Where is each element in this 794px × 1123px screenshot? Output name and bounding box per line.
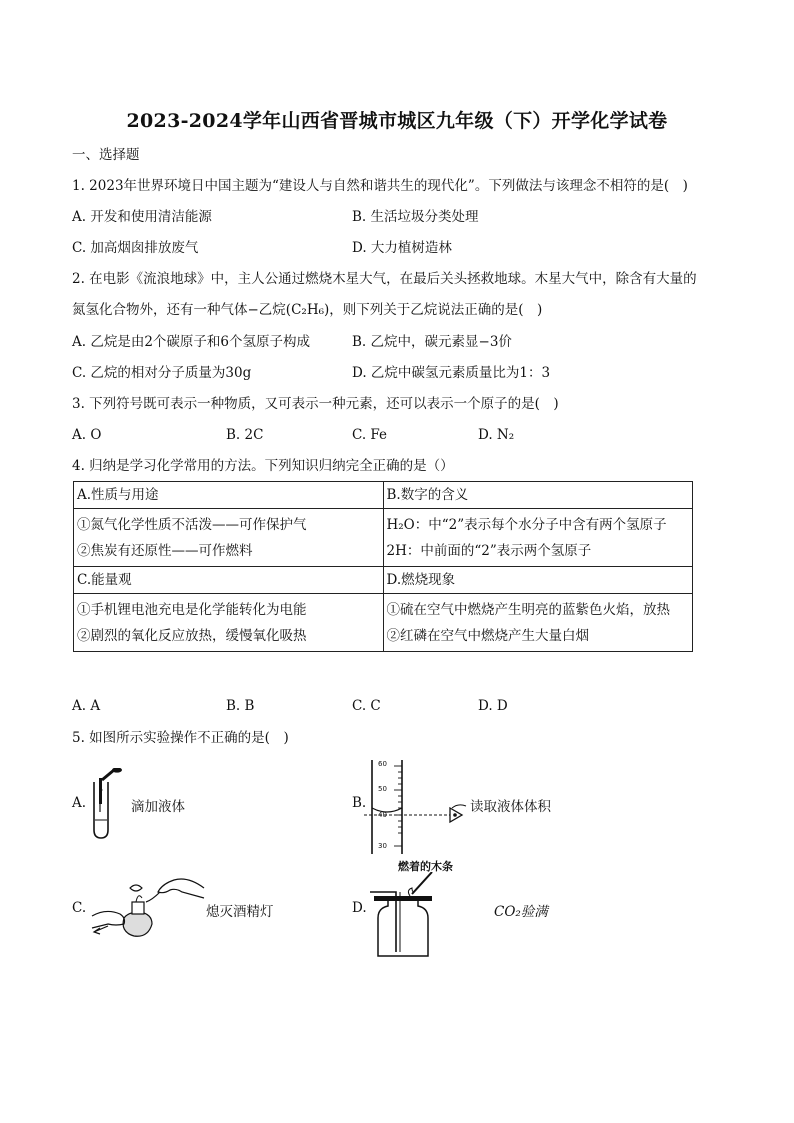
section-heading: 一、选择题 xyxy=(72,147,140,163)
dropper-test-tube-figure xyxy=(88,768,128,840)
q4-option-a[interactable]: A. A xyxy=(72,698,101,714)
question-5-stem: 5. 如图所示实验操作不正确的是( ) xyxy=(72,730,289,746)
q5-option-d-caption: CO₂验满 xyxy=(494,904,548,920)
table-d-item-1: ①硫在空气中燃烧产生明亮的蓝紫色火焰，放热 xyxy=(386,602,670,618)
q1-option-b[interactable]: B. 生活垃圾分类处理 xyxy=(352,209,479,225)
q3-option-a[interactable]: A. O xyxy=(72,427,102,443)
table-c-item-1: ①手机锂电池充电是化学能转化为电能 xyxy=(77,602,307,618)
table-cell-d-head: D.燃烧现象 xyxy=(383,567,693,594)
burning-stick-label: 燃着的木条 xyxy=(398,860,453,873)
q5-option-c-label[interactable]: C. xyxy=(72,900,87,916)
q1-option-a[interactable]: A. 开发和使用清洁能源 xyxy=(72,209,212,225)
table-a-item-1: ①氮气化学性质不活泼——可作保护气 xyxy=(77,517,307,533)
q1-option-c[interactable]: C. 加高烟囱排放废气 xyxy=(72,240,199,256)
table-cell-a-head: A.性质与用途 xyxy=(74,482,384,509)
cylinder-tick-50: 50 xyxy=(378,785,387,793)
alcohol-lamp-figure xyxy=(90,868,206,940)
q4-option-b[interactable]: B. B xyxy=(226,698,255,714)
table-cell-c-body xyxy=(74,594,384,652)
q3-option-b[interactable]: B. 2C xyxy=(226,427,264,443)
table-a-item-2: ②焦炭有还原性——可作燃料 xyxy=(77,543,253,559)
table-cell-d-body xyxy=(383,594,693,652)
table-d-item-2: ②红磷在空气中燃烧产生大量白烟 xyxy=(386,628,589,644)
table-cell-c-head: C.能量观 xyxy=(74,567,384,594)
q3-option-c[interactable]: C. Fe xyxy=(352,427,388,443)
q5-option-b-caption: 读取液体体积 xyxy=(470,799,551,815)
question-2-stem-line2: 氮氢化合物外，还有一种气体−乙烷(C₂H₆)，则下列关于乙烷说法正确的是( ) xyxy=(72,302,543,318)
q5-option-c-caption: 熄灭酒精灯 xyxy=(206,904,274,920)
q2-option-c[interactable]: C. 乙烷的相对分子质量为30g xyxy=(72,365,252,381)
q5-option-a-caption: 滴加液体 xyxy=(131,799,185,815)
q2-option-a[interactable]: A. 乙烷是由2个碳原子和6个氢原子构成 xyxy=(72,334,311,350)
q5-option-b-label[interactable]: B. xyxy=(352,795,367,811)
cylinder-tick-30: 30 xyxy=(378,842,387,850)
question-4-stem: 4. 归纳是学习化学常用的方法。下列知识归纳完全正确的是（） xyxy=(72,458,454,474)
table-cell-b-body xyxy=(383,509,693,567)
table-cell-a-body xyxy=(74,509,384,567)
q2-option-d[interactable]: D. 乙烷中碳氢元素质量比为1：3 xyxy=(352,365,551,381)
q5-option-a-label[interactable]: A. xyxy=(72,795,87,811)
table-c-item-2: ②剧烈的氧化反应放热，缓慢氧化吸热 xyxy=(77,628,307,644)
q3-option-d[interactable]: D. N₂ xyxy=(478,427,515,443)
table-b-item-2: 2H：中前面的“2”表示两个氢原子 xyxy=(386,543,592,559)
page-title: 2023-2024学年山西省晋城市城区九年级（下）开学化学试卷 xyxy=(126,110,668,132)
question-1-stem: 1. 2023年世界环境日中国主题为“建设人与自然和谐共生的现代化”。下列做法与该理念不相符的是( ) xyxy=(72,178,688,194)
q2-option-b[interactable]: B. 乙烷中，碳元素显−3价 xyxy=(352,334,512,350)
q5-option-d-label[interactable]: D. xyxy=(352,900,367,916)
table-b-item-1: H₂O：中“2”表示每个水分子中含有两个氢原子 xyxy=(386,517,667,533)
table-cell-b-head: B.数字的含义 xyxy=(383,482,693,509)
q4-option-c[interactable]: C. C xyxy=(352,698,381,714)
question-2-stem-line1: 2. 在电影《流浪地球》中，主人公通过燃烧木星大气，在最后关头拯救地球。木星大气中，除含有大量的 xyxy=(72,271,697,287)
q4-option-d[interactable]: D. D xyxy=(478,698,508,714)
cylinder-tick-40: 40 xyxy=(378,811,387,819)
cylinder-tick-60: 60 xyxy=(378,760,387,768)
q1-option-d[interactable]: D. 大力植树造林 xyxy=(352,240,452,256)
knowledge-table xyxy=(73,481,693,652)
gas-bottle-figure xyxy=(366,872,448,958)
question-3-stem: 3. 下列符号既可表示一种物质，又可表示一种元素，还可以表示一个原子的是( ) xyxy=(72,396,559,412)
